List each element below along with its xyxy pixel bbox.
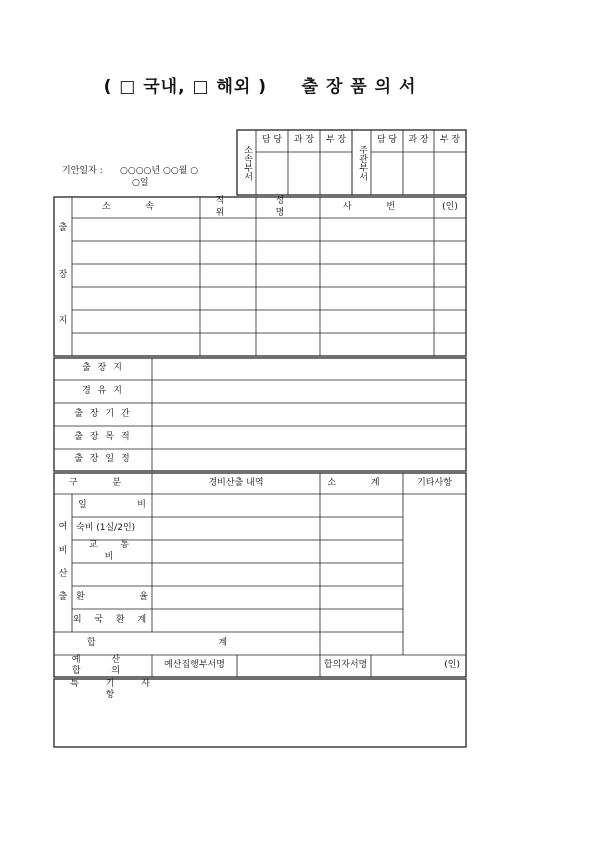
host-approval-manager: 과 장 [408, 135, 429, 146]
budget-agree-sign: 합의자서명 [323, 660, 368, 671]
draft-date-value: ○○○○년 ○○월 ○ [120, 166, 199, 177]
expense-side-label-4: 출 [58, 592, 68, 603]
expense-item-exchange-rate: 환 율 [76, 591, 148, 602]
expense-head-other: 기타사항 [417, 477, 452, 488]
title-main: 출 장 품 의 서 [301, 77, 417, 97]
budget-exec-dept-sign: 예산집행부서명 [164, 660, 225, 671]
col-name: 성 명 [275, 196, 301, 218]
budget-label: 예 산 합 의 [71, 654, 135, 676]
row-schedule: 출 장 일 정 [74, 454, 132, 465]
host-approval-staff: 담 당 [376, 135, 398, 146]
approval-manager: 과 장 [293, 135, 315, 146]
col-position: 직 위 [215, 196, 241, 218]
expense-side-label-2: 비 [58, 546, 68, 557]
draft-date-value-cont: ○일 [132, 178, 149, 189]
expense-item-blank [72, 563, 152, 586]
host-dept-label: 주관부서 [357, 144, 368, 181]
row-period: 출 장 기 간 [74, 408, 132, 419]
budget-seal: (인) [444, 660, 460, 671]
dept-label: 소속부서 [242, 144, 253, 181]
staff-side-label-3: 지 [58, 316, 68, 327]
expense-side-label-1: 여 [58, 522, 68, 533]
row-purpose: 출 장 목 적 [74, 431, 132, 442]
title-domestic-overseas: ( □ 국내, □ 해외 ) [103, 77, 267, 97]
row-destination: 출 장 지 [82, 363, 124, 374]
approval-director: 부 장 [325, 135, 347, 146]
expense-head-category: 구 분 [68, 477, 138, 488]
staff-side-label-1: 출 [58, 223, 68, 234]
remarks-label: 특 기 사 항 [70, 678, 162, 700]
expense-head-detail: 경비산출 내역 [208, 477, 264, 488]
expense-total-label: 합 계 [86, 637, 288, 648]
expense-item-daily: 일 비 [78, 499, 146, 510]
row-via: 경 유 지 [82, 385, 124, 396]
expense-head-subtotal: 소 계 [327, 477, 396, 488]
approval-staff: 담 당 [261, 135, 283, 146]
expense-side-label-3: 산 [58, 569, 68, 580]
expense-item-transport: 교 통 비 [88, 540, 140, 562]
expense-item-lodging: 숙비 (1실/2인) [76, 522, 136, 533]
expense-item-forex-total: 외 국 환 계 [72, 614, 152, 625]
col-employee-id: 사 번 [342, 201, 412, 212]
staff-side-label-2: 장 [58, 270, 68, 281]
col-affiliation: 소 속 [101, 201, 171, 212]
draft-date-label: 기안일자 : [62, 166, 103, 177]
host-approval-director: 부 장 [439, 135, 461, 146]
col-seal: (인) [442, 201, 458, 212]
